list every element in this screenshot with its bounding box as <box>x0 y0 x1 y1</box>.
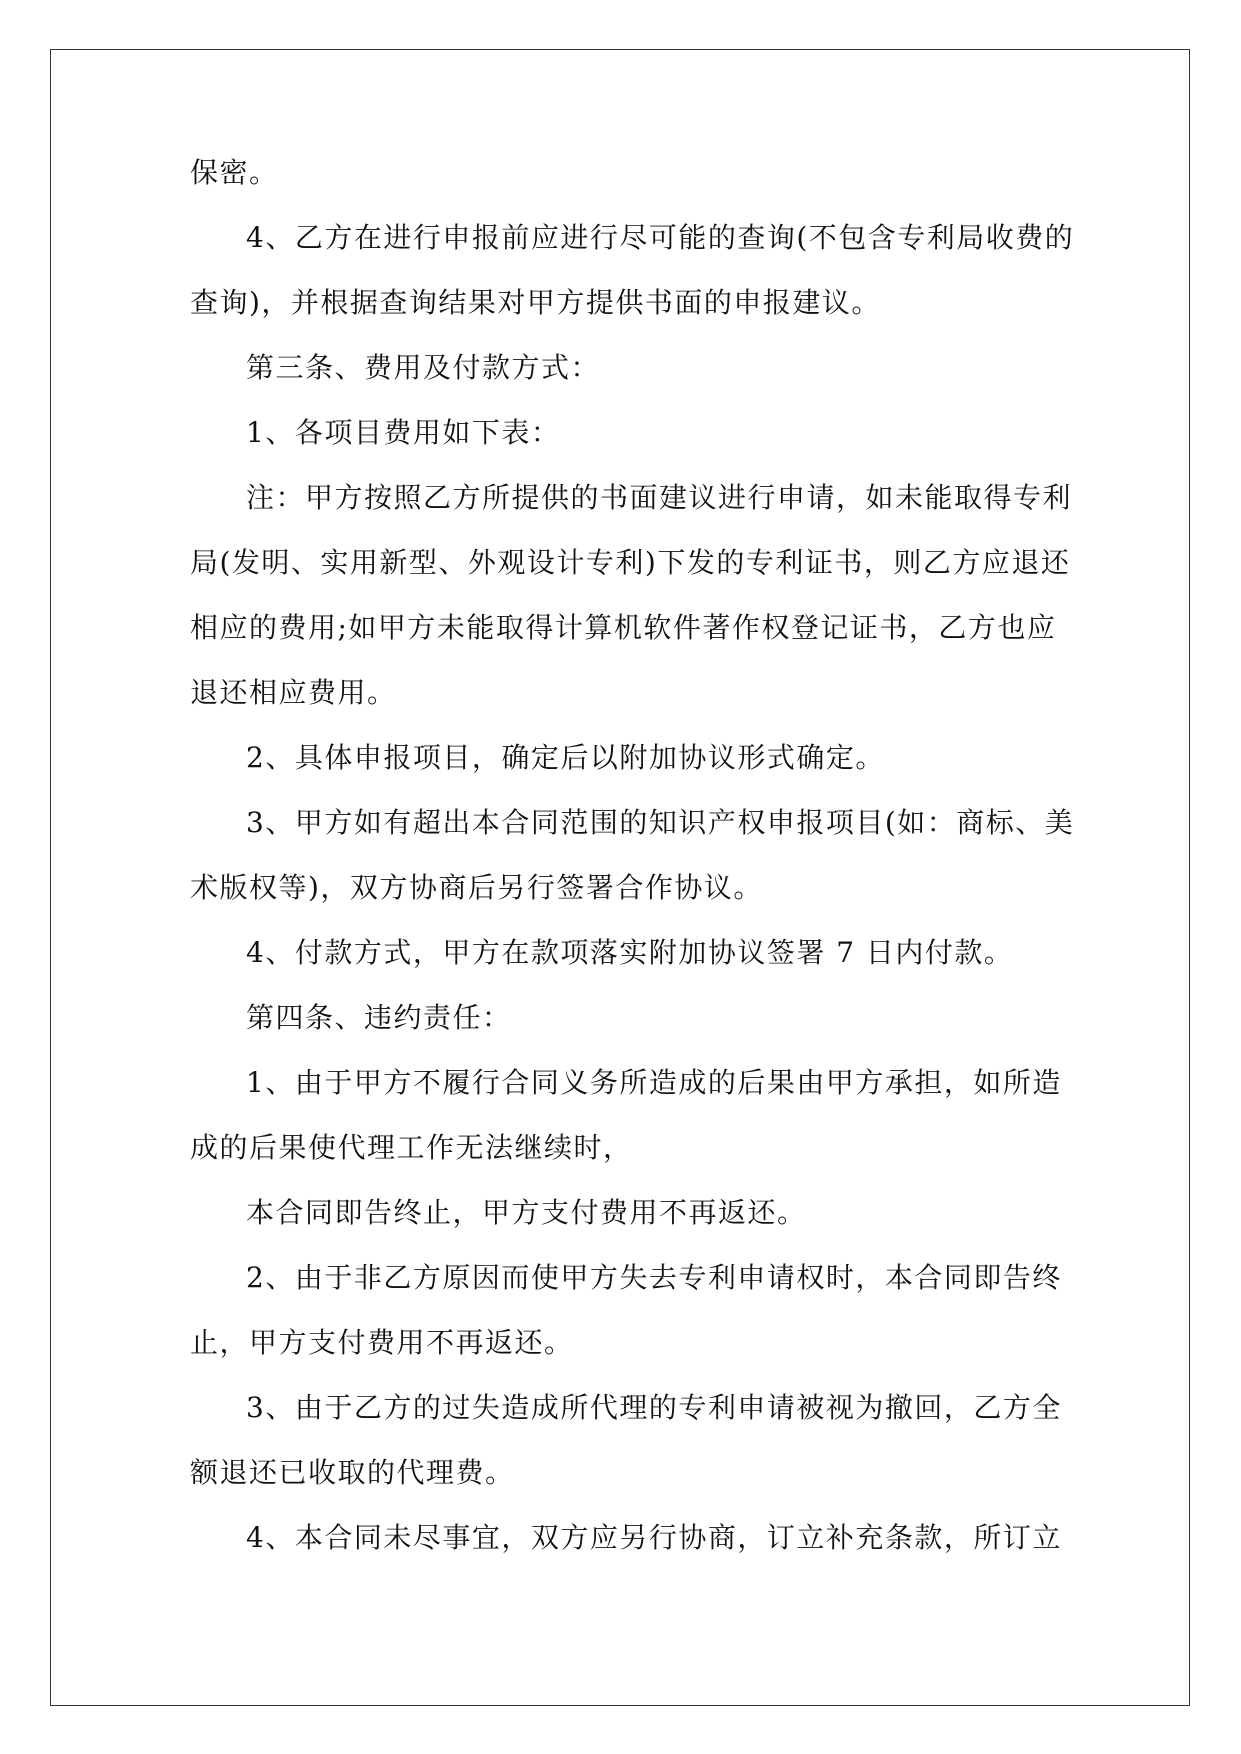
text-line: 1、各项目费用如下表： <box>246 416 561 449</box>
text-line: 4、付款方式，甲方在款项落实附加协议签署 7 日内付款。 <box>246 936 1014 969</box>
text-line: 2、由于非乙方原因而使甲方失去专利申请权时，本合同即告终 <box>246 1261 1062 1294</box>
text-line: 本合同即告终止，甲方支付费用不再返还。 <box>246 1196 807 1229</box>
text-line: 相应的费用;如甲方未能取得计算机软件著作权登记证书，乙方也应 <box>190 611 1057 644</box>
text-line: 3、由于乙方的过失造成所代理的专利申请被视为撤回，乙方全 <box>246 1391 1062 1424</box>
text-line: 1、由于甲方不履行合同义务所造成的后果由甲方承担，如所造 <box>246 1066 1062 1099</box>
text-line: 4、乙方在进行申报前应进行尽可能的查询(不包含专利局收费的 <box>246 221 1075 254</box>
text-line: 额退还已收取的代理费。 <box>190 1456 515 1489</box>
text-line: 止，甲方支付费用不再返还。 <box>190 1326 574 1359</box>
text-line: 局(发明、实用新型、外观设计专利)下发的专利证书，则乙方应退还 <box>190 546 1071 579</box>
text-line: 查询)，并根据查询结果对甲方提供书面的申报建议。 <box>190 286 881 319</box>
text-line: 成的后果使代理工作无法继续时， <box>190 1131 633 1164</box>
section-heading: 第四条、违约责任： <box>246 1001 512 1034</box>
text-line: 退还相应费用。 <box>190 676 397 709</box>
text-line: 2、具体申报项目，确定后以附加协议形式确定。 <box>246 741 885 774</box>
text-line: 术版权等)，双方协商后另行签署合作协议。 <box>190 871 763 904</box>
text-line: 保密。 <box>190 156 279 189</box>
text-line: 4、本合同未尽事宜，双方应另行协商，订立补充条款，所订立 <box>246 1521 1062 1554</box>
section-heading: 第三条、费用及付款方式： <box>246 351 601 384</box>
text-line: 注：甲方按照乙方所提供的书面建议进行申请，如未能取得专利 <box>246 481 1073 514</box>
text-line: 3、甲方如有超出本合同范围的知识产权申报项目(如：商标、美 <box>246 806 1075 839</box>
